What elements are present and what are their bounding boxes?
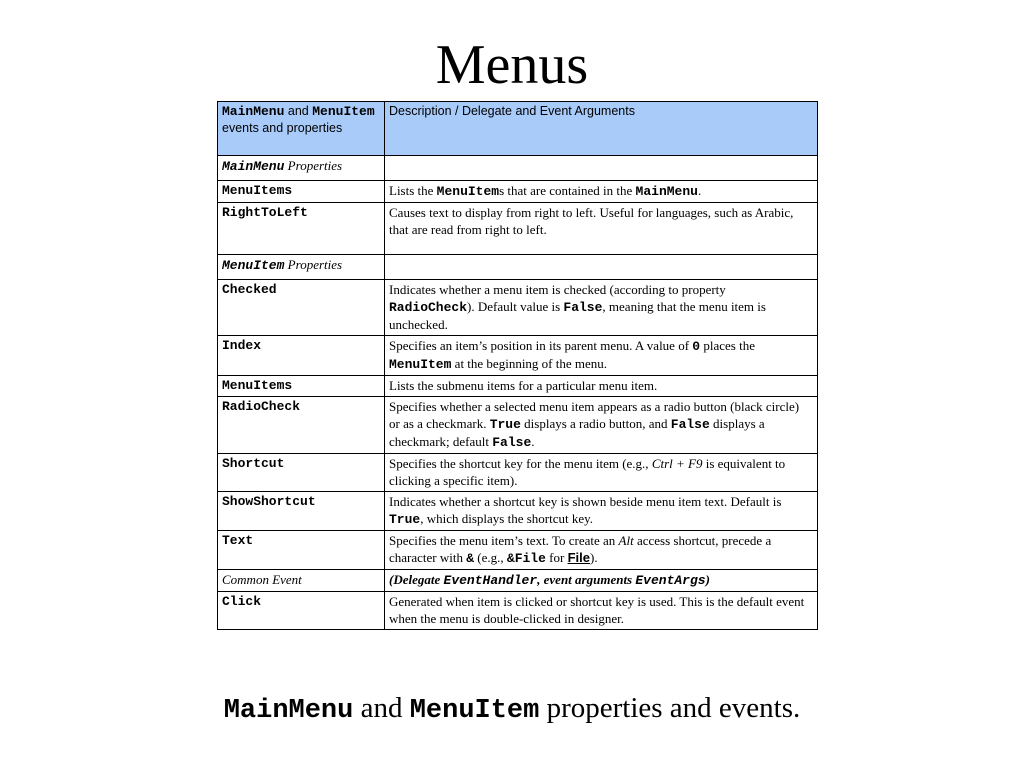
table-row (218, 397, 818, 454)
text-run: Specifies an item’s position in its parent menu. A value of (389, 338, 693, 353)
description-cell (385, 454, 818, 492)
text-run: Specifies the menu item’s text. To create an (389, 533, 619, 548)
table-row (218, 280, 818, 336)
header-cell-description: Description / Delegate and Event Arguments (385, 102, 818, 156)
text-run: and (353, 692, 410, 724)
text-run: ). Default value is (467, 299, 564, 314)
code-text: 0 (692, 339, 701, 354)
description-cell (385, 280, 818, 336)
code-text: True (489, 417, 521, 432)
text-run: (e.g., (474, 550, 507, 565)
code-text: MainMenu (635, 184, 698, 199)
member-cell: Common Event (218, 570, 385, 592)
text-run: , meaning that the menu item is unchecked. (389, 299, 766, 332)
text-run: displays a radio button, and (520, 416, 671, 431)
text-run: , which displays the shortcut key. (420, 511, 594, 526)
code-text: True (389, 512, 421, 527)
code-text: MainMenu (222, 159, 285, 174)
table-section-row (218, 156, 818, 181)
table-row (218, 203, 818, 255)
code-text: MenuItem (312, 104, 375, 119)
text-run: Lists the (389, 183, 437, 198)
text-run: for (545, 550, 568, 565)
properties-table-body (218, 102, 818, 630)
description-cell (385, 397, 818, 454)
table-row (218, 592, 818, 630)
table-row (218, 376, 818, 397)
text-run: Indicates whether a menu item is checked (according to property (389, 282, 726, 297)
text-run: . (531, 434, 535, 449)
member-cell (218, 156, 385, 181)
table-row (218, 181, 818, 203)
code-text: False (670, 417, 710, 432)
description-cell (385, 336, 818, 376)
member-cell: MenuItems (218, 181, 385, 203)
text-run: (Delegate (389, 572, 444, 587)
properties-table (217, 101, 818, 630)
member-cell: RightToLeft (218, 203, 385, 255)
code-text: EventHandler (443, 573, 538, 588)
description-cell (385, 255, 818, 280)
text-run: and (284, 104, 313, 118)
description-cell (385, 376, 818, 397)
description-cell (385, 156, 818, 181)
text-run: . (697, 183, 702, 198)
text-run: Indicates whether a shortcut key is shown beside menu item text. Default is (389, 494, 782, 509)
text-run: ). (590, 550, 598, 565)
code-text: MenuItem (436, 184, 500, 199)
member-cell: Index (218, 336, 385, 376)
table-row (218, 336, 818, 376)
text-run: Properties (284, 158, 343, 173)
member-cell: ShowShortcut (218, 492, 385, 531)
text-run: Causes text to display from right to left. Useful for languages, such as Arabic, that are read from right to left. (389, 205, 794, 237)
text-run: Properties (284, 257, 343, 272)
code-text: MainMenu (223, 696, 354, 726)
table-header-row (218, 102, 818, 156)
text-run: , event arguments (537, 572, 636, 587)
code-text: MenuItem (389, 357, 452, 372)
member-cell: Text (218, 531, 385, 570)
code-text: False (492, 435, 532, 450)
text-run: Specifies whether a selected menu item appears as a radio button (black circle) or as a checkmark. (389, 399, 800, 431)
table-row (218, 454, 818, 492)
code-text: RadioCheck (389, 300, 468, 315)
underlined-text: File (567, 550, 590, 565)
code-text: MainMenu (222, 104, 285, 119)
text-run: Lists the submenu items for a particular menu item. (389, 378, 658, 393)
text-run: Alt (618, 533, 634, 548)
code-text: MenuItem (409, 696, 540, 726)
description-cell (385, 181, 818, 203)
description-cell (385, 531, 818, 570)
description-cell (385, 203, 818, 255)
text-run: events and properties (222, 121, 343, 135)
code-text: False (563, 300, 603, 315)
table-row (218, 492, 818, 531)
slide-title: Menus (435, 34, 589, 96)
member-cell: RadioCheck (218, 397, 385, 454)
text-run: Generated when item is clicked or shortcut key is used. This is the default event when the menu is double-clicked in designer. (389, 594, 805, 626)
table-section-row (218, 255, 818, 280)
code-text: &File (506, 551, 546, 566)
text-run: s that are contained in the (499, 183, 636, 198)
text-run: places the (700, 338, 755, 353)
header-cell-member (218, 102, 385, 156)
text-run: displays a checkmark; default (389, 416, 765, 449)
code-text: MenuItem (222, 258, 285, 273)
description-cell (385, 592, 818, 630)
member-cell: Checked (218, 280, 385, 336)
member-cell (218, 255, 385, 280)
table-row (218, 531, 818, 570)
description-cell (385, 570, 818, 592)
slide-caption (0, 688, 1024, 731)
text-run: ) (705, 572, 710, 587)
code-text: & (466, 551, 475, 566)
text-run: Specifies the shortcut key for the menu item (e.g., (389, 456, 652, 471)
table-section-row (218, 570, 818, 592)
member-cell: Click (218, 592, 385, 630)
text-run: properties and events. (539, 692, 801, 724)
member-cell: Shortcut (218, 454, 385, 492)
text-run: access shortcut, precede a character with (389, 533, 772, 565)
text-run: is equivalent to clicking a specific item). (389, 456, 786, 488)
text-run: at the beginning of the menu. (451, 356, 608, 371)
member-cell: MenuItems (218, 376, 385, 397)
code-text: EventArgs (635, 573, 706, 588)
description-cell (385, 492, 818, 531)
text-run: Ctrl + F9 (651, 456, 703, 471)
